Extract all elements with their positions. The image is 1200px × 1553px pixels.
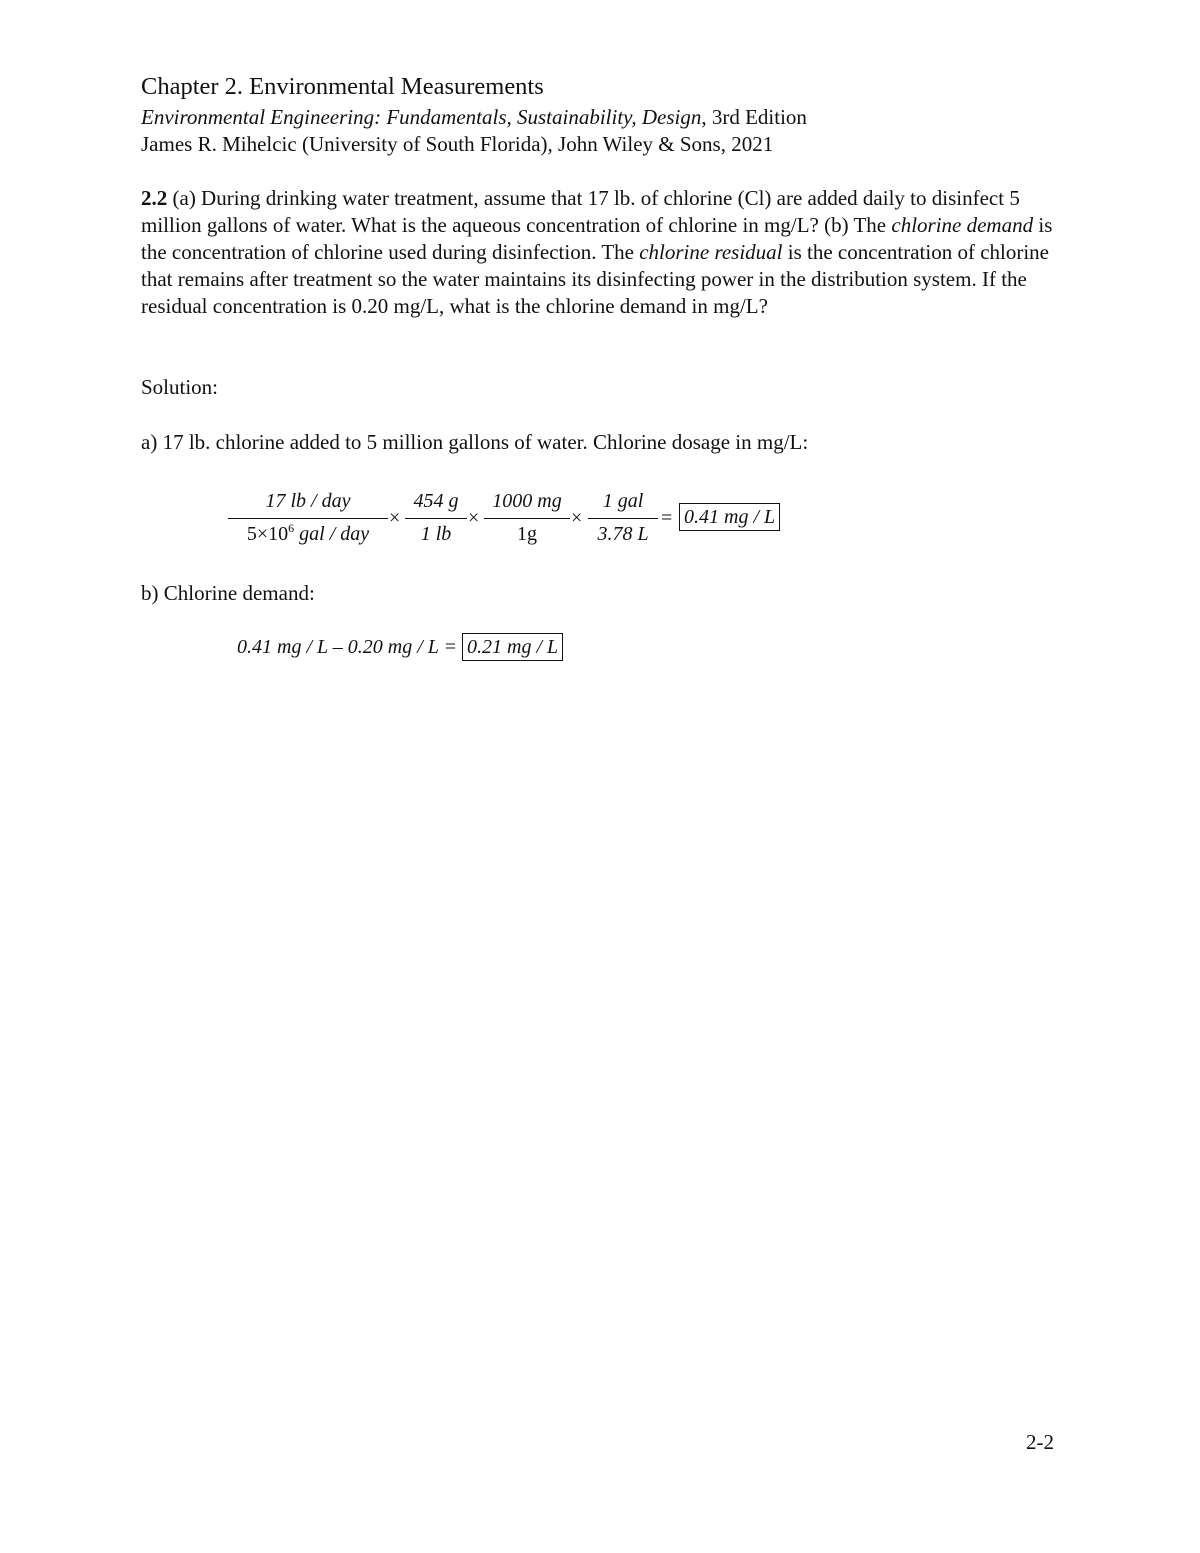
- page-number: 2-2: [1026, 1430, 1054, 1454]
- equation-a: [228, 488, 808, 550]
- fraction-3-denominator: 1g: [517, 523, 537, 545]
- fraction-bar: [484, 518, 570, 519]
- fraction-4: [588, 488, 658, 550]
- boxed-result-b: 0.21 mg / L: [462, 633, 563, 661]
- fraction-bar: [405, 518, 467, 519]
- part-a-text: a) 17 lb. chlorine added to 5 million gallons of water. Chlorine dosage in mg/L:: [141, 430, 809, 454]
- problem-text-1: (a) During drinking water treatment, assume that 17 lb. of chlorine (Cl) are added daily to disinfect 5 million gallons of water. What is the aqueous concentration of chlorine in mg/L? (b) The: [141, 186, 1020, 237]
- boxed-result-a: 0.41 mg / L: [679, 503, 780, 531]
- times-sign: ×: [468, 507, 480, 529]
- fraction-2-numerator: 454 g: [413, 490, 459, 512]
- fraction-2: [405, 488, 467, 550]
- chapter-title: Chapter 2. Environmental Measurements: [141, 73, 544, 100]
- fraction-1: [228, 488, 388, 550]
- fraction-2-denominator: 1 lb: [420, 523, 452, 545]
- fraction-4-denominator: 3.78 L: [597, 523, 649, 545]
- problem-number: 2.2: [141, 186, 168, 210]
- part-b-text: b) Chlorine demand:: [141, 581, 315, 605]
- solution-heading: Solution:: [141, 375, 219, 399]
- fraction-bar: [228, 518, 388, 519]
- fraction-3: [484, 488, 570, 550]
- book-title: Environmental Engineering: Fundamentals, Sustainability, Design: [141, 105, 702, 129]
- problem-text-3: is the concentration of chlorine that remains after treatment so the water maintains its disinfecting power in the distribution system. If the residual concentration is 0.20 mg/L, what is the chlorine demand in mg/L?: [141, 240, 1050, 318]
- fraction-3-numerator: 1000 mg: [492, 490, 562, 512]
- fraction-1-denominator: $5\times 10^6$ gal / day: [246, 521, 370, 545]
- book-citation: [141, 104, 807, 131]
- equals-sign: =: [661, 507, 673, 529]
- times-sign: ×: [571, 507, 583, 529]
- equation-b: [237, 633, 563, 661]
- fraction-1-numerator: 17 lb / day: [265, 490, 351, 512]
- problem-text-2: is the concentration of chlorine used during disinfection. The: [141, 213, 1053, 264]
- term-chlorine-residual: chlorine residual: [639, 240, 783, 264]
- fraction-4-numerator: 1 gal: [602, 490, 644, 512]
- book-edition: , 3rd Edition: [701, 105, 807, 129]
- equation-b-lhs: 0.41 mg / L – 0.20 mg / L =: [237, 636, 458, 658]
- times-sign: ×: [389, 507, 401, 529]
- term-chlorine-demand: chlorine demand: [891, 213, 1034, 237]
- fraction-bar: [588, 518, 658, 519]
- problem-statement: [141, 185, 1061, 320]
- author-line: James R. Mihelcic (University of South Florida), John Wiley & Sons, 2021: [141, 132, 774, 156]
